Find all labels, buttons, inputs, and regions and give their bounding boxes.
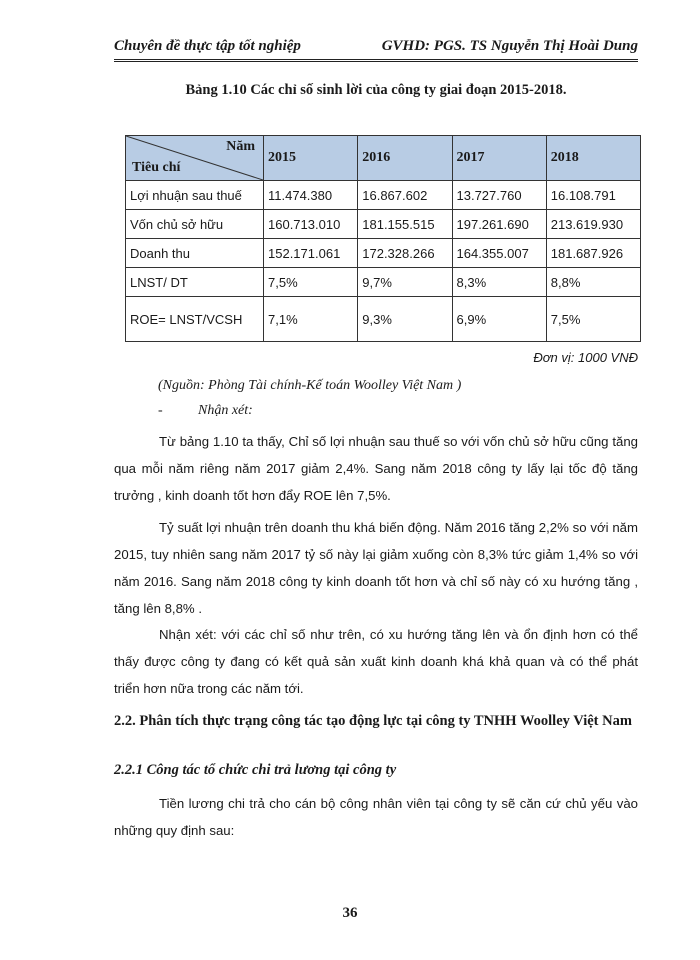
table-corner-cell	[126, 136, 264, 181]
table-cell: 16.867.602	[358, 181, 452, 210]
year-header-2016: 2016	[358, 136, 452, 181]
year-header-2015: 2015	[264, 136, 358, 181]
year-header-2017: 2017	[452, 136, 546, 181]
table-row	[126, 210, 641, 239]
remark-text: Nhận xét:	[198, 403, 253, 418]
table-cell: 8,8%	[546, 268, 640, 297]
year-header-2018: 2018	[546, 136, 640, 181]
table-cell: 181.687.926	[546, 239, 640, 268]
table-cell: 7,5%	[546, 297, 640, 342]
table-cell: 172.328.266	[358, 239, 452, 268]
table-cell: 9,3%	[358, 297, 452, 342]
table-cell: 11.474.380	[264, 181, 358, 210]
table-row	[126, 239, 641, 268]
table-header-row	[126, 136, 641, 181]
table-cell: 164.355.007	[452, 239, 546, 268]
page-number: 36	[342, 905, 358, 921]
header-left-text: Chuyên đề thực tập tốt nghiệp	[114, 38, 301, 54]
table-cell: 8,3%	[452, 268, 546, 297]
table-title: Bảng 1.10 Các chỉ số sinh lời của công ty giai đoạn 2015-2018.	[185, 82, 567, 98]
paragraph-ros: Tỷ suất lợi nhuận trên doanh thu khá biến động. Năm 2016 tăng 2,2% so với năm 2015, tuy nhiên sang năm 2017 tỷ số này lại giảm xuống còn 8,3% tức giảm 1,4% so với năm 2016. Sang năm 2018 công ty kinh doanh tốt hơn và chỉ số này có xu hướng tăng , tăng lên 8,8% .	[114, 520, 638, 616]
table-row	[126, 297, 641, 342]
table-cell: 9,7%	[358, 268, 452, 297]
row-label: Doanh thu	[126, 239, 264, 268]
table-cell: 6,9%	[452, 297, 546, 342]
corner-criteria-label: Tiêu chí	[132, 160, 181, 175]
table-cell: 16.108.791	[546, 181, 640, 210]
row-label: Lợi nhuận sau thuế	[126, 181, 264, 210]
row-label: LNST/ DT	[126, 268, 264, 297]
remark-label	[158, 403, 253, 419]
table-row	[126, 268, 641, 297]
unit-note: Đơn vị: 1000 VNĐ	[533, 350, 638, 365]
corner-year-label: Năm	[226, 139, 255, 154]
table-cell: 181.155.515	[358, 210, 452, 239]
header-right-text: GVHD: PGS. TS Nguyễn Thị Hoài Dung	[381, 38, 638, 54]
table-cell: 152.171.061	[264, 239, 358, 268]
subsection-heading: 2.2.1 Công tác tổ chức chi trả lương tại công ty	[114, 762, 397, 778]
table-cell: 7,5%	[264, 268, 358, 297]
table-cell: 213.619.930	[546, 210, 640, 239]
source-note: (Nguồn: Phòng Tài chính-Kế toán Woolley Việt Nam )	[158, 378, 462, 393]
paragraph-roe: Từ bảng 1.10 ta thấy, Chỉ số lợi nhuận sau thuế so với vốn chủ sở hữu cũng tăng qua mỗi năm riêng năm 2017 giảm 2,4%. Sang năm 2018 công ty lấy lại tốc độ tăng trưởng , kinh doanh tốt hơn đẩy ROE lên 7,5%.	[114, 434, 638, 503]
paragraph-salary: Tiền lương chi trả cho cán bộ công nhân viên tại công ty sẽ căn cứ chủ yếu vào những quy định sau:	[114, 796, 638, 838]
row-label: Vốn chủ sở hữu	[126, 210, 264, 239]
profitability-table	[125, 135, 641, 342]
table-cell: 13.727.760	[452, 181, 546, 210]
page-header	[114, 38, 638, 62]
paragraph-conclusion: Nhận xét: với các chỉ số như trên, có xu hướng tăng lên và ổn định hơn có thể thấy được công ty đang có kết quả sản xuất kinh doanh khá khả quan và có thể phát triển hơn nữa trong các năm tới.	[114, 627, 638, 696]
table-cell: 160.713.010	[264, 210, 358, 239]
table-cell: 197.261.690	[452, 210, 546, 239]
bullet-dash: -	[158, 403, 163, 418]
table-cell: 7,1%	[264, 297, 358, 342]
row-label: ROE= LNST/VCSH	[126, 297, 264, 342]
table-row	[126, 181, 641, 210]
section-heading: 2.2. Phân tích thực trạng công tác tạo động lực tại công ty TNHH Woolley Việt Nam	[114, 713, 632, 729]
